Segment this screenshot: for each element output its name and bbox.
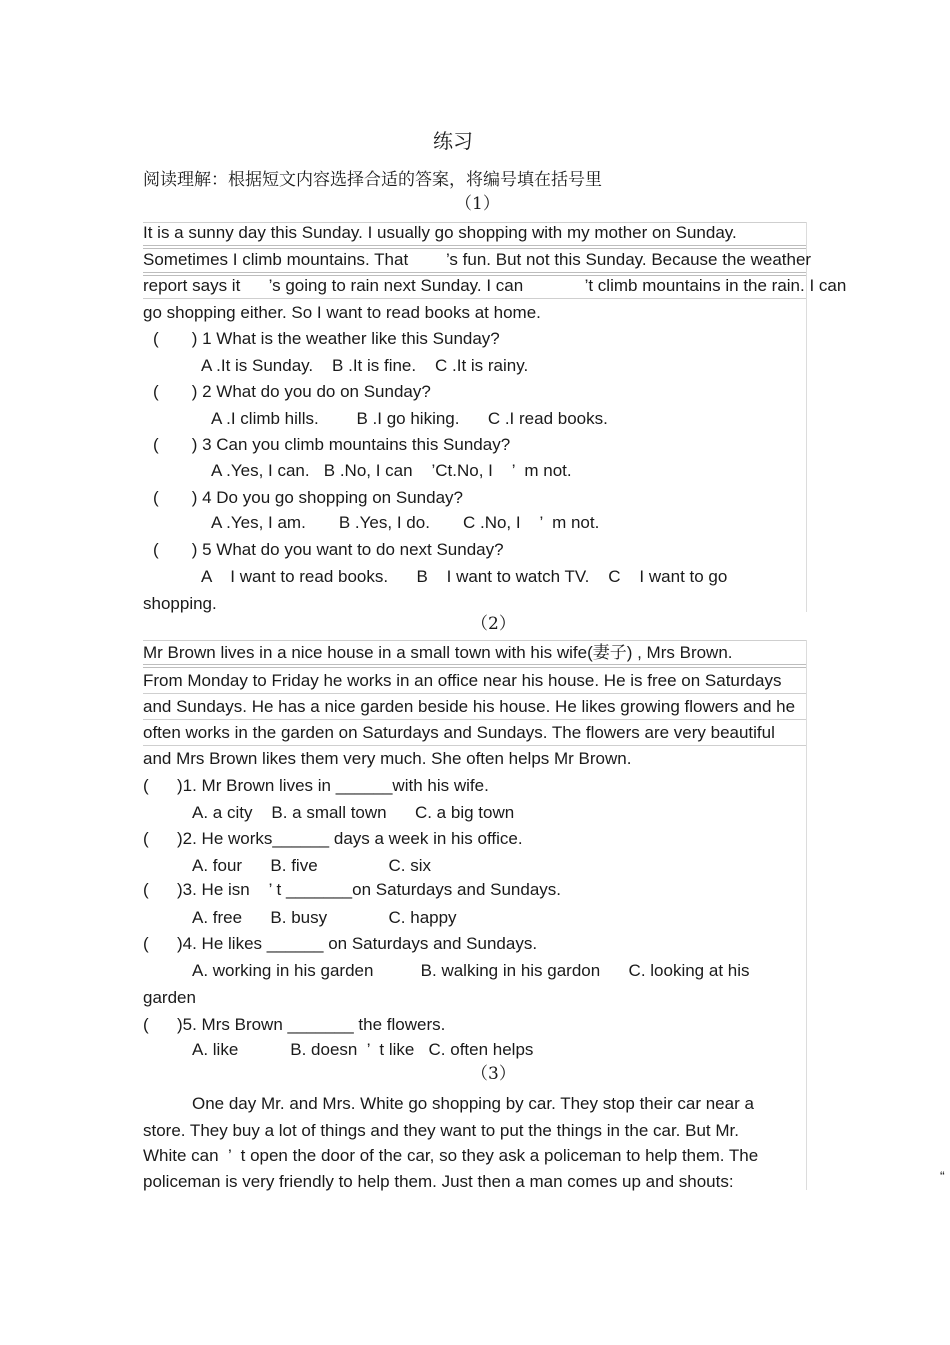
passage-line: White can ’ t open the door of the car, so they ask a policeman to help them. The xyxy=(143,1146,759,1165)
instruction: 阅读理解：根据短文内容选择合适的答案，将编号填在括号里 xyxy=(143,170,602,190)
passage-line: Mr Brown lives in a nice house in a small town with his wife(妻子) , Mrs Brown. xyxy=(143,643,733,662)
double-rule xyxy=(143,664,806,668)
rule xyxy=(143,693,806,694)
section-number: （2） xyxy=(471,614,516,634)
question: ( ) 1 What is the weather like this Sunday? xyxy=(153,329,500,348)
options: A. free B. busy C. happy xyxy=(192,908,457,927)
passage-line: store. They buy a lot of things and they want to put the things in the car. But Mr. xyxy=(143,1121,739,1140)
question: ( )5. Mrs Brown _______ the flowers. xyxy=(143,1015,446,1034)
options: A .Yes, I am. B .Yes, I do. C .No, I ’ m not. xyxy=(211,513,600,532)
passage-line: go shopping either. So I want to read books at home. xyxy=(143,303,541,322)
page-title: 练习 xyxy=(433,129,473,153)
passage-line: often works in the garden on Saturdays and Sundays. The flowers are very beautiful xyxy=(143,723,775,742)
passage-line: Sometimes I climb mountains. That ’s fun. But not this Sunday. Because the weather xyxy=(143,250,812,269)
section-number: （1） xyxy=(455,194,500,214)
options: A. working in his garden B. walking in his gardon C. looking at his xyxy=(192,961,750,980)
question: ( ) 3 Can you climb mountains this Sunday? xyxy=(153,435,511,454)
question: ( ) 4 Do you go shopping on Sunday? xyxy=(153,488,463,507)
question: ( )2. He works______ days a week in his office. xyxy=(143,829,523,848)
section-number: （3） xyxy=(471,1064,516,1084)
question: ( )4. He likes ______ on Saturdays and Sundays. xyxy=(143,934,538,953)
question: ( )1. Mr Brown lives in ______with his wife. xyxy=(143,776,489,795)
margin-line xyxy=(806,640,807,1190)
options: A. four B. five C. six xyxy=(192,856,432,875)
passage-line: policeman is very friendly to help them. Just then a man comes up and shouts: xyxy=(143,1172,734,1191)
options-continued: garden xyxy=(143,988,196,1007)
question: ( ) 2 What do you do on Sunday? xyxy=(153,382,431,401)
passage-line: From Monday to Friday he works in an office near his house. He is free on Saturdays xyxy=(143,671,782,690)
options: A. a city B. a small town C. a big town xyxy=(192,803,515,822)
options-continued: shopping. xyxy=(143,594,217,613)
quote-mark: “ xyxy=(940,1168,945,1184)
options: A .Yes, I can. B .No, I can ’Ct.No, I ’ m not. xyxy=(211,461,572,480)
question: ( )3. He isn ’ t _______on Saturdays and Sundays. xyxy=(143,880,562,899)
options: A .It is Sunday. B .It is fine. C .It is rainy. xyxy=(201,356,529,375)
rule xyxy=(143,745,806,746)
passage-line: One day Mr. and Mrs. White go shopping by car. They stop their car near a xyxy=(192,1094,754,1113)
passage-line: and Sundays. He has a nice garden beside his house. He likes growing flowers and he xyxy=(143,697,796,716)
double-rule xyxy=(143,245,806,249)
passage-line: report says it ’s going to rain next Sunday. I can ’t climb mountains in the rain. I can xyxy=(143,276,847,295)
options: A .I climb hills. B .I go hiking. C .I read books. xyxy=(211,409,608,428)
rule xyxy=(143,640,806,641)
rule xyxy=(143,719,806,720)
passage-line: and Mrs Brown likes them very much. She often helps Mr Brown. xyxy=(143,749,632,768)
options: A I want to read books. B I want to watch TV. C I want to go xyxy=(201,567,728,586)
passage-line: It is a sunny day this Sunday. I usually go shopping with my mother on Sunday. xyxy=(143,223,737,242)
question: ( ) 5 What do you want to do next Sunday? xyxy=(153,540,504,559)
options: A. like B. doesn ’ t like C. often helps xyxy=(192,1040,534,1059)
rule xyxy=(143,298,806,299)
